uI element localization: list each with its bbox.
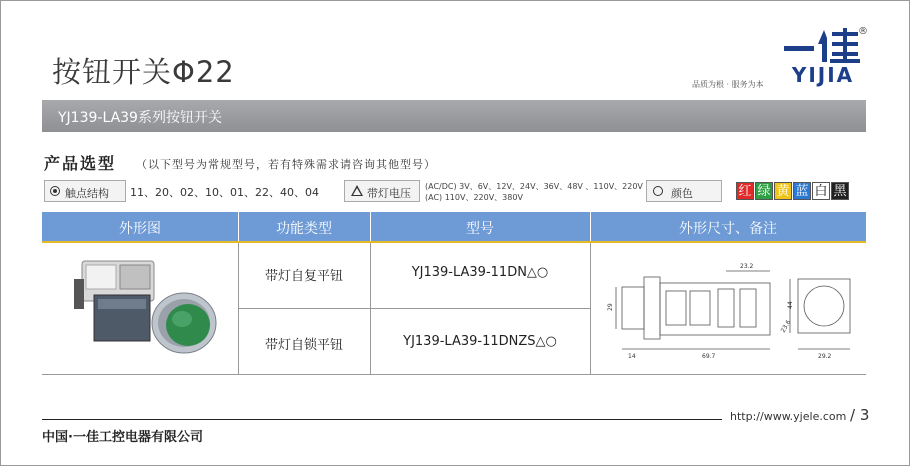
header-appearance: 外形图 <box>119 221 161 237</box>
series-label: YJ139-LA39系列按钮开关 <box>58 110 222 126</box>
dim-label: 29 <box>607 303 614 311</box>
color-chip: 黑 <box>831 182 849 200</box>
contact-values: 11、20、02、10、01、22、40、04 <box>130 186 319 199</box>
registered-mark: ® <box>858 26 868 37</box>
logo-text: YIJIA <box>791 63 855 87</box>
model-2: YJ139-LA39-11DNZS△○ <box>403 334 557 349</box>
color-label: 颜色 <box>671 187 693 200</box>
page-title: 按钮开关Φ22 <box>52 55 235 89</box>
voltage-option-box <box>344 180 420 202</box>
section-heading: 产品选型 <box>44 154 117 173</box>
dim-label: 23.6 <box>779 318 793 334</box>
series-banner <box>42 100 866 132</box>
dim-label: 44 <box>787 301 794 309</box>
row-divider <box>238 308 590 309</box>
model-1: YJ139-LA39-11DN△○ <box>411 265 549 280</box>
color-chip: 绿 <box>755 182 773 200</box>
contact-option-box <box>44 180 126 202</box>
color-chip: 红 <box>736 182 754 200</box>
logo-mark-icon <box>778 26 868 66</box>
function-type-2: 带灯自锁平钮 <box>264 338 343 353</box>
contact-label: 触点结构 <box>65 187 109 200</box>
voltage-line-1: (AC/DC) 3V、6V、12V、24V、36V、48V 、110V、220V <box>425 182 643 191</box>
push-button-product-image <box>64 251 224 366</box>
page-number: / 3 <box>850 406 870 424</box>
dim-label: 23.2 <box>740 263 754 270</box>
dim-label: 29.2 <box>818 353 832 360</box>
radio-dot-icon <box>50 186 60 196</box>
company-name: 中国·一佳工控电器有限公司 <box>42 430 203 445</box>
website-link[interactable]: http://www.yjele.com <box>730 410 847 423</box>
column-divider <box>590 243 591 374</box>
table-body <box>42 243 866 375</box>
slogan: 品质为根 · 服务为本 <box>692 80 764 89</box>
dimension-drawing <box>602 253 860 365</box>
table-header <box>42 212 866 243</box>
brand-logo <box>778 26 878 88</box>
color-chip: 白 <box>812 182 830 200</box>
dim-label: 14 <box>628 353 636 360</box>
triangle-icon <box>351 185 363 196</box>
color-chip: 蓝 <box>793 182 811 200</box>
voltage-label: 带灯电压 <box>367 187 411 200</box>
section-note: （以下型号为常规型号，若有特殊需求请咨询其他型号） <box>136 158 436 171</box>
header-dimensions: 外形尺寸、备注 <box>679 221 777 237</box>
header-model: 型号 <box>466 221 494 237</box>
dim-label: 69.7 <box>702 353 716 360</box>
voltage-values <box>425 181 643 203</box>
circle-icon <box>653 186 663 196</box>
function-type-1: 带灯自复平钮 <box>264 269 343 284</box>
voltage-line-2: (AC) 110V、220V、380V <box>425 193 523 202</box>
color-option-box <box>646 180 722 202</box>
footer-rule <box>42 419 722 420</box>
header-function: 功能类型 <box>276 221 332 237</box>
color-chip: 黄 <box>774 182 792 200</box>
